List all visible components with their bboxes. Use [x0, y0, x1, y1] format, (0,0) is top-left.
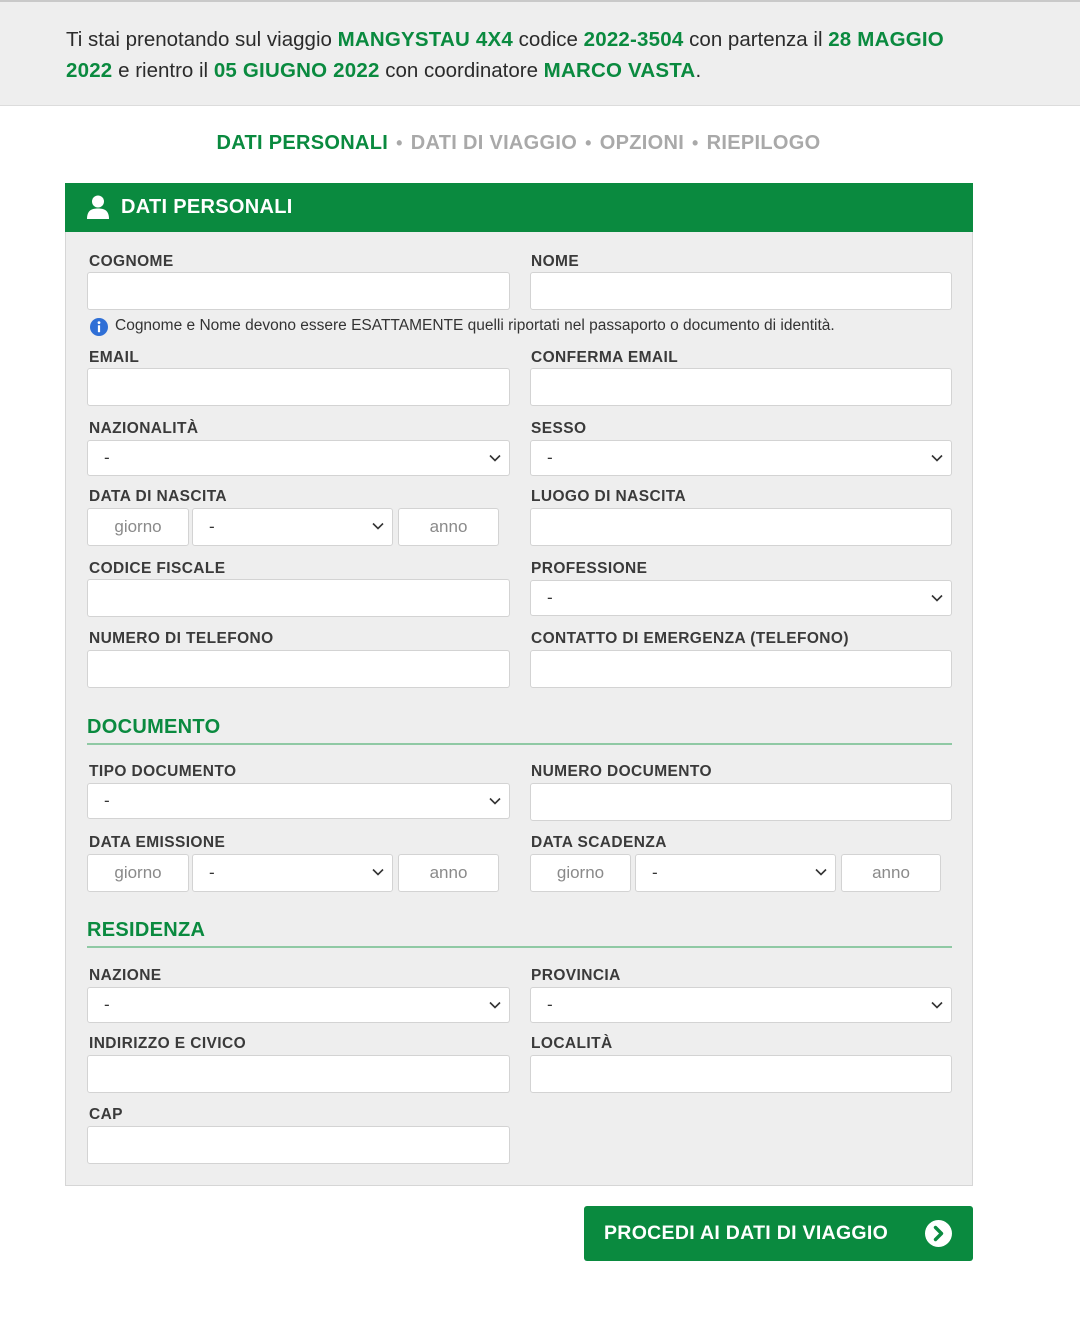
chevron-down-icon: [489, 999, 501, 1011]
chevron-down-icon: [815, 866, 827, 878]
section-divider: [87, 946, 952, 948]
proceed-button[interactable]: [584, 1206, 973, 1261]
label-nazionalita: NAZIONALITÀ: [89, 420, 199, 437]
label-codice-fiscale: CODICE FISCALE: [89, 560, 226, 577]
label-cognome: COGNOME: [89, 253, 174, 270]
select-value: -: [104, 448, 110, 467]
label-data-nascita: DATA DI NASCITA: [89, 488, 228, 505]
nome-input[interactable]: [530, 272, 952, 310]
card-header: [65, 183, 973, 232]
address-input[interactable]: [87, 1055, 510, 1093]
label-email: EMAIL: [89, 349, 140, 366]
label-data-scadenza: DATA SCADENZA: [531, 834, 667, 851]
proceed-button-label: PROCEDI AI DATI DI VIAGGIO: [604, 1222, 889, 1244]
info-icon: [90, 318, 108, 336]
locality-input[interactable]: [530, 1055, 952, 1093]
label-luogo-nascita: LUOGO DI NASCITA: [531, 488, 687, 505]
chevron-down-icon: [372, 520, 384, 532]
select-value: -: [547, 588, 553, 607]
section-divider: [87, 743, 952, 745]
label-telefono: NUMERO DI TELEFONO: [89, 630, 274, 647]
note-text: Cognome e Nome devono essere ESATTAMENTE quelli riportati nel passaporto o documento di identità.: [115, 317, 835, 334]
section-documento-title: DOCUMENTO: [87, 716, 221, 738]
trip-code: 2022-3504: [583, 28, 684, 51]
expiry-month-select[interactable]: [635, 854, 836, 892]
codice-fiscale-input[interactable]: [87, 579, 510, 617]
select-value: -: [652, 863, 658, 882]
user-icon: [87, 195, 109, 219]
chevron-down-icon: [931, 592, 943, 604]
select-value: -: [209, 517, 215, 536]
birth-day-input[interactable]: [87, 508, 189, 546]
label-professione: PROFESSIONE: [531, 560, 648, 577]
step-dati-personali: DATI PERSONALI: [216, 132, 389, 154]
banner-text-1: Ti stai prenotando sul viaggio: [66, 28, 338, 51]
card-title: DATI PERSONALI: [121, 196, 293, 218]
chevron-down-icon: [931, 999, 943, 1011]
issue-year-input[interactable]: [398, 854, 499, 892]
coordinator-name: MARCO VASTA: [543, 59, 696, 82]
return-date: 05 GIUGNO 2022: [213, 59, 380, 82]
expiry-day-input[interactable]: [530, 854, 631, 892]
select-value: -: [547, 995, 553, 1014]
chevron-down-icon: [489, 452, 501, 464]
email-input[interactable]: [87, 368, 510, 406]
label-numero-documento: NUMERO DOCUMENTO: [531, 763, 712, 780]
label-nome: NOME: [531, 253, 580, 270]
confirm-email-input[interactable]: [530, 368, 952, 406]
label-cap: CAP: [89, 1106, 123, 1123]
departure-date: 28 MAGGIO 2022: [66, 28, 944, 82]
chevron-down-icon: [489, 795, 501, 807]
step-indicator: [0, 132, 1037, 155]
select-value: -: [104, 791, 110, 810]
document-number-input[interactable]: [530, 783, 952, 821]
step-opzioni: OPZIONI: [599, 132, 685, 154]
booking-banner: [0, 0, 1080, 106]
label-indirizzo: INDIRIZZO E CIVICO: [89, 1035, 247, 1052]
nazionalita-select[interactable]: [87, 440, 510, 476]
step-separator: •: [585, 133, 592, 153]
label-sesso: SESSO: [531, 420, 587, 437]
expiry-year-input[interactable]: [841, 854, 941, 892]
banner-text-3: con partenza il: [683, 28, 829, 51]
select-value: -: [209, 863, 215, 882]
label-provincia: PROVINCIA: [531, 967, 621, 984]
birth-place-input[interactable]: [530, 508, 952, 546]
sesso-select[interactable]: [530, 440, 952, 476]
issue-day-input[interactable]: [87, 854, 189, 892]
banner-text-2: codice: [512, 28, 584, 51]
section-residenza-title: RESIDENZA: [87, 919, 206, 941]
label-data-emissione: DATA EMISSIONE: [89, 834, 226, 851]
birth-year-input[interactable]: [398, 508, 499, 546]
step-dati-viaggio: DATI DI VIAGGIO: [410, 132, 578, 154]
birth-month-select[interactable]: [192, 508, 393, 546]
trip-name: MANGYSTAU 4X4: [337, 28, 513, 51]
banner-text-5: con coordinatore: [379, 59, 544, 82]
cap-input[interactable]: [87, 1126, 510, 1164]
cognome-input[interactable]: [87, 272, 510, 310]
tipo-documento-select[interactable]: [87, 783, 510, 819]
emergency-phone-input[interactable]: [530, 650, 952, 688]
step-riepilogo: RIEPILOGO: [706, 132, 821, 154]
professione-select[interactable]: [530, 580, 952, 616]
chevron-down-icon: [931, 452, 943, 464]
select-value: -: [104, 995, 110, 1014]
label-tipo-documento: TIPO DOCUMENTO: [89, 763, 237, 780]
chevron-down-icon: [372, 866, 384, 878]
nazione-select[interactable]: [87, 987, 510, 1023]
personal-data-card: [65, 183, 973, 1186]
arrow-right-circle-icon: [925, 1220, 952, 1247]
phone-input[interactable]: [87, 650, 510, 688]
label-emergenza: CONTATTO DI EMERGENZA (TELEFONO): [531, 630, 849, 647]
step-separator: •: [396, 133, 403, 153]
label-nazione: NAZIONE: [89, 967, 162, 984]
label-conferma-email: CONFERMA EMAIL: [531, 349, 679, 366]
banner-text-6: .: [695, 59, 702, 82]
label-localita: LOCALITÀ: [531, 1035, 613, 1052]
issue-month-select[interactable]: [192, 854, 393, 892]
booking-summary: [66, 24, 966, 86]
provincia-select[interactable]: [530, 987, 952, 1023]
banner-text-4: e rientro il: [112, 59, 214, 82]
step-separator: •: [692, 133, 699, 153]
select-value: -: [547, 448, 553, 467]
